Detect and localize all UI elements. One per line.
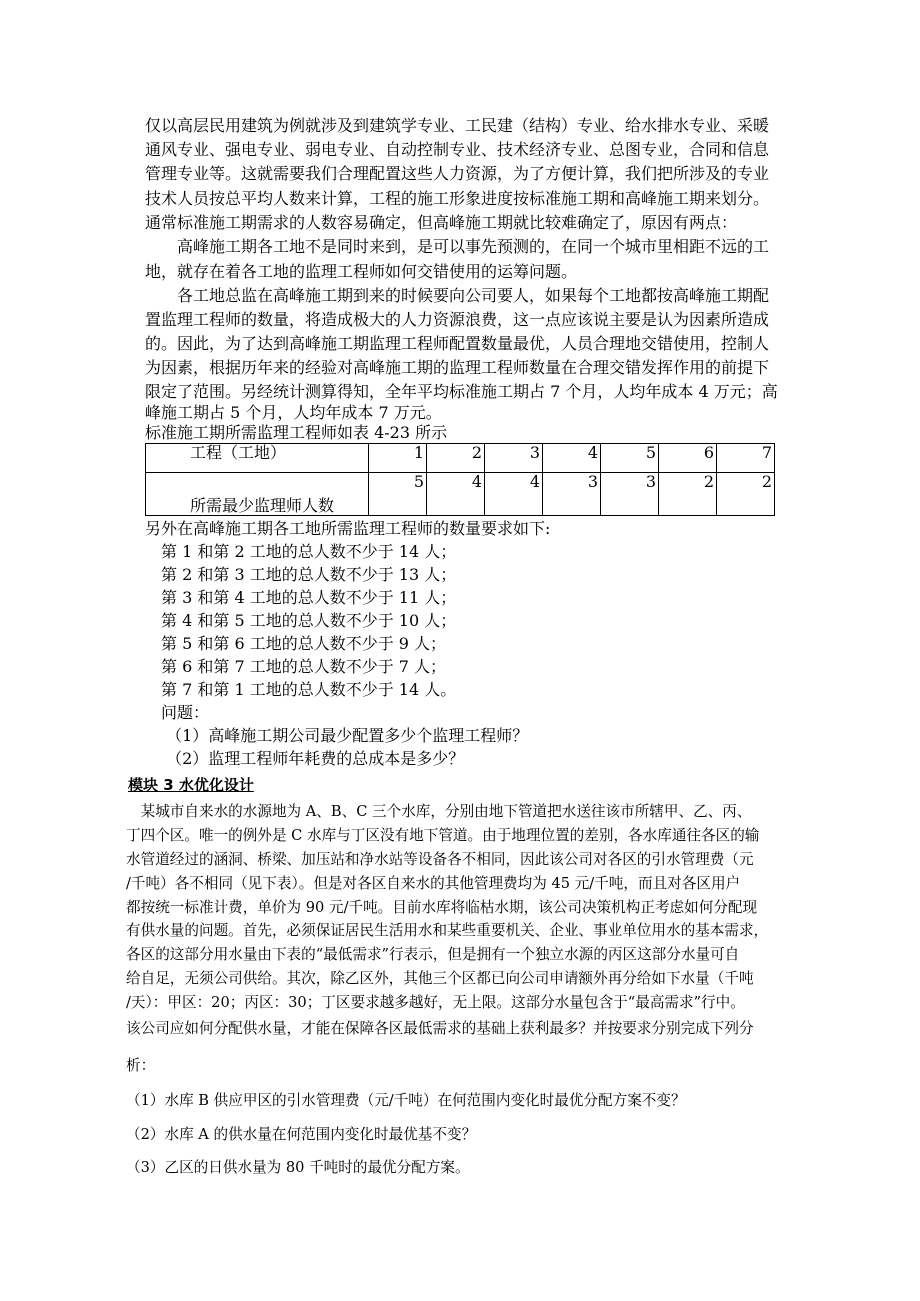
table-caption: 标准施工期所需监理工程师如表 4-23 所示 — [145, 423, 448, 442]
text-line: 第 4 和第 5 工地的总人数不少于 10 人； — [145, 611, 457, 630]
text-line: 第 6 和第 7 工地的总人数不少于 7 人； — [145, 657, 447, 676]
table-cell: 5 — [601, 444, 659, 473]
text-line: 限定了范围。另经统计测算得知，全年平均标准施工期占 7 个月，人均年成本 4 万元；高 — [145, 382, 778, 401]
text-line: 第 5 和第 6 工地的总人数不少于 9 人； — [145, 634, 447, 653]
table-cell: 4 — [485, 473, 543, 516]
table-cell: 6 — [659, 444, 717, 473]
text-line: 管理专业等。这就需要我们合理配置这些人力资源，为了方便计算，我们把所涉及的专业 — [145, 164, 770, 183]
table-cell: 3 — [485, 444, 543, 473]
text-line: 另外在高峰施工期各工地所需监理工程师的数量要求如下: — [145, 519, 551, 538]
table-cell: 2 — [717, 473, 775, 516]
text-line: 置监理工程师的数量，将造成极大的人力资源浪费，这一点应该说主要是认为因素所造成 — [145, 310, 770, 329]
text-line: （3）乙区的日供水量为 80 千吨时的最优分配方案。 — [126, 1159, 470, 1176]
table-row-label: 工程（工地） — [146, 444, 369, 473]
text-line: 通风专业、强电专业、弱电专业、自动控制专业、技术经济专业、总图专业，合同和信息 — [145, 140, 770, 159]
text-line: 析： — [126, 1057, 156, 1074]
text-line: （1）水库 B 供应甲区的引水管理费（元/千吨）在何范围内变化时最优分配方案不变？ — [126, 1092, 686, 1109]
text-line: 仅以高层民用建筑为例就涉及到建筑学专业、工民建（结构）专业、给水排水专业、采暖 — [145, 116, 770, 135]
text-line: 的。因此，为了达到高峰施工期监理工程师配置数量最优，人员合理地交错使用，控制人 — [145, 334, 770, 353]
text-line: 技术人员按总平均人数来计算，工程的施工形象进度按标准施工期和高峰施工期来划分。 — [145, 189, 770, 208]
table-cell: 2 — [427, 444, 485, 473]
text-line: 高峰施工期各工地不是同时来到，是可以事先预测的，在同一个城市里相距不远的工 — [145, 237, 770, 256]
staffing-table — [145, 443, 775, 516]
text-line: 该公司应如何分配供水量，才能在保障各区最低需求的基础上获利最多？并按要求分别完成下列分 — [126, 1020, 754, 1037]
text-line: 第 1 和第 2 工地的总人数不少于 14 人； — [145, 542, 457, 561]
table-row — [146, 444, 775, 473]
text-line: 通常标准施工期需求的人数容易确定，但高峰施工期就比较难确定了，原因有两点： — [145, 213, 738, 232]
text-line: 为因素，根据历年来的经验对高峰施工期的监理工程师数量在合理交错发挥作用的前提下 — [145, 358, 770, 377]
text-line: 给自足，无须公司供给。其次，除乙区外，其他三个区都已向公司申请额外再分给如下水量（千吨 — [126, 970, 754, 987]
text-line: 各区的这部分用水量由下表的“最低需求”行表示，但是拥有一个独立水源的丙区这部分水量可自 — [126, 946, 740, 963]
text-line: 问题： — [145, 703, 210, 722]
text-line: /天）：甲区：20；丙区：30；丁区要求越多越好，无上限。这部分水量包含于“最高需求”行中。 — [126, 994, 745, 1011]
text-line: 有供水量的问题。首先，必须保证居民生活用水和某些重要机关、企业、事业单位用水的基本需求， — [126, 922, 769, 939]
table-cell: 7 — [717, 444, 775, 473]
text-line: 第 7 和第 1 工地的总人数不少于 14 人。 — [145, 680, 457, 699]
table-row-label: 所需最少监理师人数 — [146, 473, 369, 516]
text-line: 都按统一标准计费，单价为 90 元/千吨。目前水库将临枯水期，该公司决策机构正考虑如何分配现 — [126, 899, 758, 916]
text-line: /千吨）各不相同（见下表）。但是对各区自来水的其他管理费均为 45 元/千吨，而且对各区用户 — [126, 875, 741, 892]
table-cell: 3 — [601, 473, 659, 516]
text-line: 峰施工期占 5 个月，人均年成本 7 万元。 — [145, 403, 442, 422]
text-line: （2）水库 A 的供水量在何范围内变化时最优基不变？ — [126, 1126, 477, 1143]
table-cell: 5 — [369, 473, 427, 516]
text-line: 地，就存在着各工地的监理工程师如何交错使用的运筹问题。 — [145, 262, 578, 281]
text-line: 水管道经过的涵洞、桥梁、加压站和净水站等设备各不相同，因此该公司对各区的引水管理费（元 — [126, 851, 754, 868]
module-heading: 模块 3 水优化设计 — [128, 776, 254, 794]
text-line: 第 2 和第 3 工地的总人数不少于 13 人； — [145, 565, 457, 584]
text-line: （2）监理工程师年耗费的总成本是多少？ — [145, 749, 465, 768]
table-cell: 1 — [369, 444, 427, 473]
table-cell: 4 — [427, 473, 485, 516]
text-line: 某城市自来水的水源地为 A、B、C 三个水库，分别由地下管道把水送往该市所辖甲、乙、丙、 — [126, 803, 752, 820]
text-line: 第 3 和第 4 工地的总人数不少于 11 人； — [145, 588, 457, 607]
table-cell: 3 — [543, 473, 601, 516]
table-cell: 2 — [659, 473, 717, 516]
text-line: 各工地总监在高峰施工期到来的时候要向公司要人，如果每个工地都按高峰施工期配 — [145, 286, 770, 305]
table-cell: 4 — [543, 444, 601, 473]
text-line: （1）高峰施工期公司最少配置多少个监理工程师？ — [145, 726, 529, 745]
text-line: 丁四个区。唯一的例外是 C 水库与丁区没有地下管道。由于地理位置的差别，各水库通往各区的输 — [126, 827, 760, 844]
table-row — [146, 473, 775, 516]
